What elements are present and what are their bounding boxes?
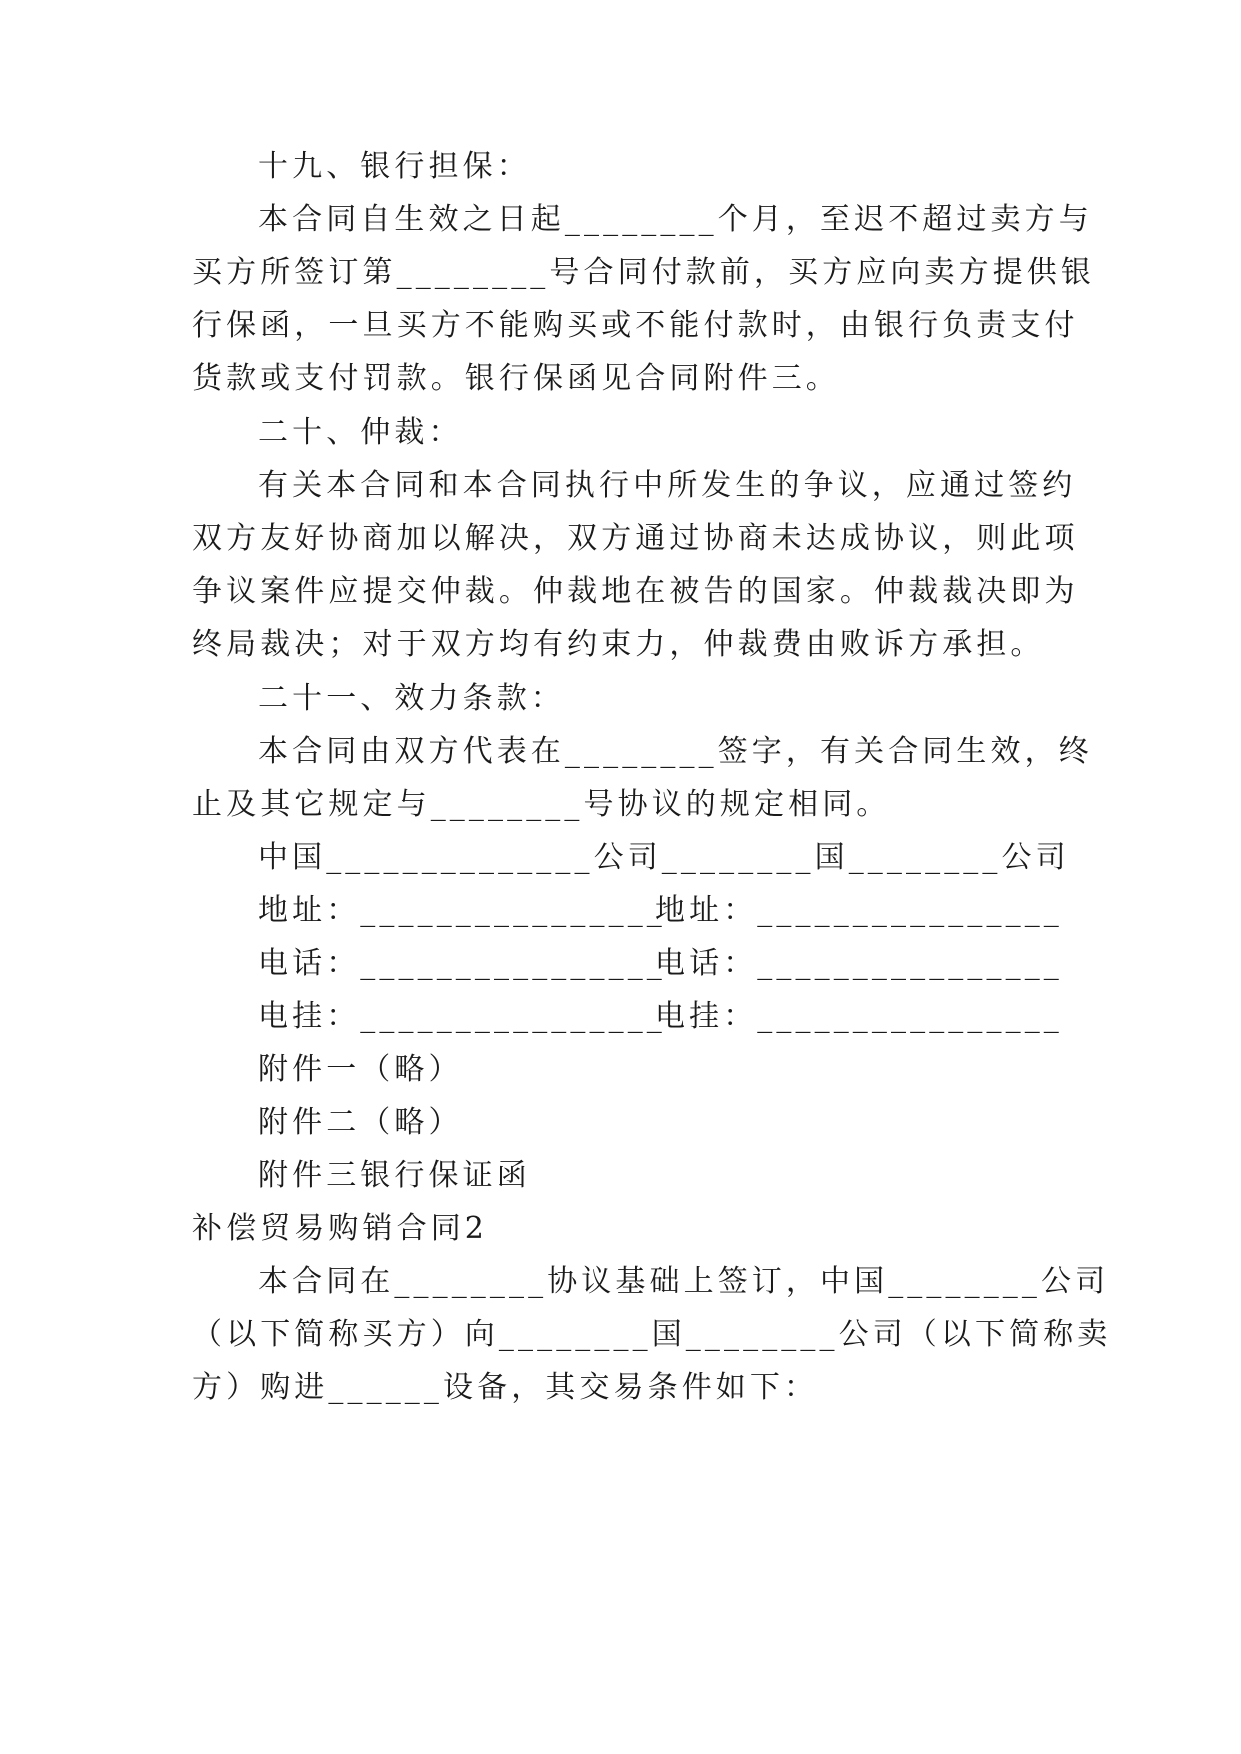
section-20-heading: 二十、仲裁：: [258, 415, 463, 450]
paragraph-line: 方）购进______设备，其交易条件如下：: [192, 1370, 819, 1405]
paragraph-line: （以下简称买方）向________国________公司（以下简称卖: [192, 1317, 1112, 1352]
paragraph-line: 止及其它规定与________号协议的规定相同。: [192, 787, 891, 822]
contract-title: 补偿贸易购销合同2: [192, 1211, 488, 1246]
paragraph-line: 行保函，一旦买方不能购买或不能付款时，由银行负责支付: [192, 308, 1079, 343]
paragraph-line: 买方所签订第________号合同付款前，买方应向卖方提供银: [192, 255, 1095, 290]
buyer-phone-field: 电话：________________: [258, 946, 666, 981]
seller-telex-field: 电挂：________________: [655, 999, 1063, 1034]
paragraph-line: 本合同在________协议基础上签订，中国________公司: [258, 1264, 1110, 1299]
paragraph-line: 双方友好协商加以解决，双方通过协商未达成协议，则此项: [192, 521, 1079, 556]
section-19-heading: 十九、银行担保：: [258, 149, 531, 184]
paragraph-line: 争议案件应提交仲裁。仲裁地在被告的国家。仲裁裁决即为: [192, 574, 1079, 609]
attachment-1: 附件一（略）: [258, 1052, 463, 1087]
attachment-3: 附件三银行保证函: [258, 1158, 531, 1193]
party-names-line: 中国______________公司________国________公司: [258, 840, 1070, 875]
buyer-address-field: 地址：________________: [258, 893, 666, 928]
buyer-telex-field: 电挂：________________: [258, 999, 666, 1034]
seller-phone-field: 电话：________________: [655, 946, 1063, 981]
attachment-2: 附件二（略）: [258, 1105, 463, 1140]
seller-address-field: 地址：________________: [655, 893, 1063, 928]
paragraph-line: 货款或支付罚款。银行保函见合同附件三。: [192, 361, 840, 396]
section-21-heading: 二十一、效力条款：: [258, 681, 565, 716]
paragraph-line: 本合同自生效之日起________个月，至迟不超过卖方与: [258, 202, 1093, 237]
paragraph-line: 本合同由双方代表在________签字，有关合同生效，终: [258, 734, 1093, 769]
paragraph-line: 有关本合同和本合同执行中所发生的争议，应通过签约: [258, 468, 1077, 503]
paragraph-line: 终局裁决；对于双方均有约束力，仲裁费由败诉方承担。: [192, 627, 1045, 662]
